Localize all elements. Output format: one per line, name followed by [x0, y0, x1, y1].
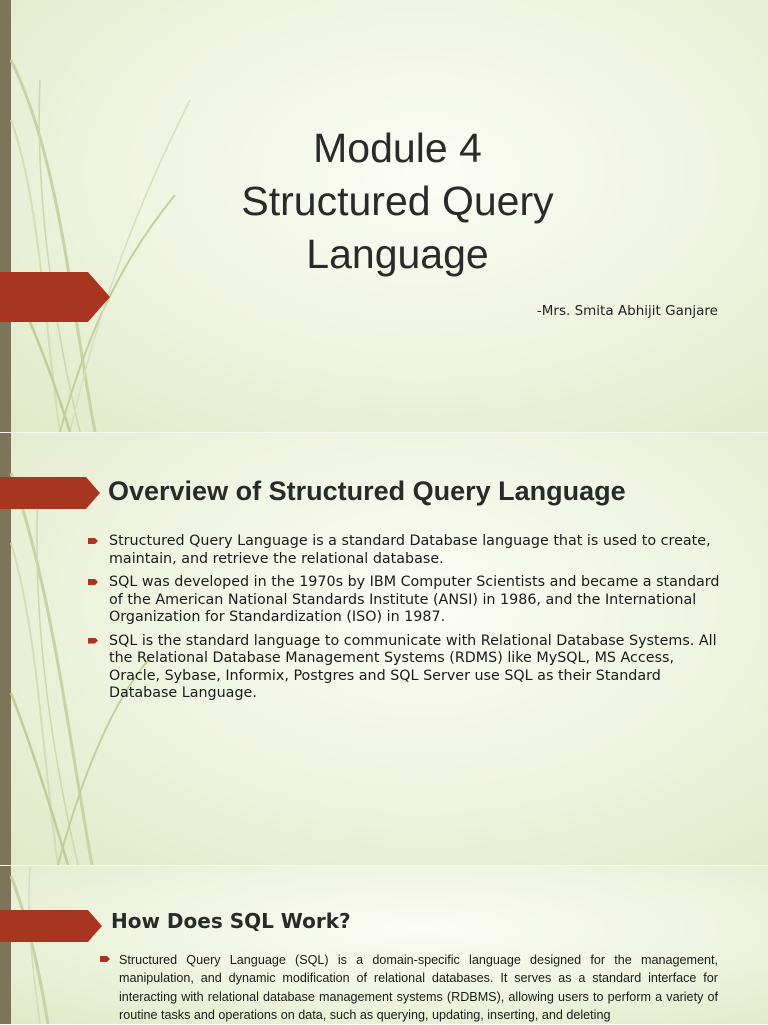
accent-tab [0, 910, 102, 942]
list-item [88, 574, 728, 627]
bullet-text: SQL was developed in the 1970s by IBM Computer Scientists and became a standard of the American National Standards Institute (ANSI) in 1986, and the International Organization for Standardization (ISO) in 1987. [109, 574, 720, 625]
arrow-bullet-icon [88, 579, 98, 585]
how-sql-works-paragraph: Structured Query Language (SQL) is a domain-specific language designed for the management, manipulation, and dynamic modification of relational databases. It serves as a standard interface for interacting with relational database management systems (RDBMS), allowing users to perform a variety of routine tasks and operations on data, such as querying, updating, inserting, and deleting [119, 953, 718, 1023]
bullet-text: SQL is the standard language to communicate with Relational Database Systems. All the Relational Database Management Systems (RDMS) like MySQL, MS Access, Oracle, Sybase, Informix, Postgres and SQL Server use SQL as their Standard Database Language. [109, 632, 717, 701]
arrow-bullet-icon [88, 638, 98, 644]
title-line-3: Language [306, 231, 489, 277]
accent-tab [0, 477, 100, 509]
overview-heading: Overview of Structured Query Language [108, 476, 626, 506]
list-item [88, 533, 728, 568]
author-line: -Mrs. Smita Abhijit Ganjare [536, 303, 718, 319]
bullet-text: Structured Query Language is a standard Database language that is used to create, maintain, and retrieve the relational database. [109, 533, 711, 567]
overview-bullet-list [88, 533, 728, 709]
title-line-2: Structured Query [241, 178, 554, 224]
title-line-1: Module 4 [313, 125, 482, 171]
swoosh-decoration [0, 0, 200, 432]
accent-tab [0, 272, 110, 322]
title-slide [0, 0, 768, 432]
arrow-bullet-icon [88, 538, 98, 544]
how-sql-works-heading: How Does SQL Work? [111, 909, 351, 933]
list-item [88, 633, 728, 703]
slide-title [175, 122, 620, 281]
